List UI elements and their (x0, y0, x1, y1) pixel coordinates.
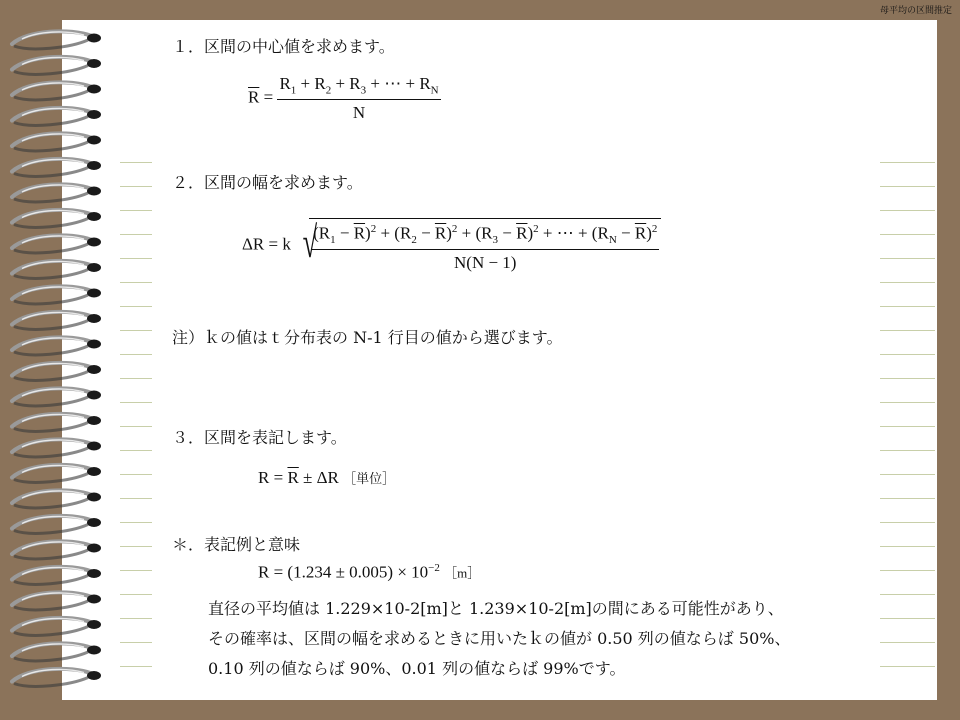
equals-sign: = (263, 87, 278, 107)
spiral-ring (12, 669, 101, 687)
width-formula (242, 218, 661, 273)
section3-heading: ３．区間を表記します。 (172, 428, 347, 447)
spiral-ring (12, 337, 101, 355)
rule-line (880, 162, 935, 163)
rule-line (120, 330, 152, 331)
rule-line (120, 402, 152, 403)
rule-line (120, 186, 152, 187)
rule-line (880, 210, 935, 211)
notebook-page (62, 20, 937, 700)
rule-line (120, 282, 152, 283)
spiral-ring (12, 567, 101, 585)
spiral-ring (12, 31, 101, 49)
spiral-binding (0, 0, 110, 720)
rule-line (880, 570, 935, 571)
rule-line (120, 378, 152, 379)
rule-line (880, 450, 935, 451)
rule-line (120, 666, 152, 667)
mean-denominator: N (352, 103, 366, 123)
rule-line (120, 522, 152, 523)
rule-line (880, 498, 935, 499)
width-denominator: N(N − 1) (454, 253, 517, 273)
spiral-ring (12, 465, 101, 483)
rule-line (880, 186, 935, 187)
rule-line (120, 162, 152, 163)
sqrt-radical (302, 218, 661, 273)
spiral-ring (12, 516, 101, 534)
width-fraction (311, 223, 659, 273)
spiral-ring (12, 414, 101, 432)
rule-line (880, 642, 935, 643)
rule-line (120, 258, 152, 259)
spiral-ring (12, 82, 101, 100)
example-line2: その確率は、区間の幅を求めるときに用いたｋの値が 0.50 列の値ならば 50%、 (208, 629, 791, 648)
rule-line (880, 330, 935, 331)
rule-line (880, 306, 935, 307)
rule-line (880, 618, 935, 619)
mean-fraction (277, 74, 440, 123)
spiral-ring (12, 184, 101, 202)
rule-line (120, 210, 152, 211)
spiral-ring (12, 592, 101, 610)
interval-formula: $R = \overline{R} \pm \Delta R$ ［単位］ (258, 468, 396, 487)
sqrt-sign: √ (302, 218, 318, 267)
spiral-ring (12, 618, 101, 636)
example-heading: ＊．表記例と意味 (172, 535, 301, 554)
rule-line (120, 594, 152, 595)
spiral-ring (12, 261, 101, 279)
rule-line (120, 450, 152, 451)
spiral-ring (12, 541, 101, 559)
rule-line (880, 426, 935, 427)
rule-line (880, 378, 935, 379)
section1-heading: １．区間の中心値を求めます。 (172, 37, 395, 56)
width-numerator: $(R_1 - \overline{R})^2 + (R_2 - \overline{R})^2 + (R_3 - \overline{R})^2$ + ⋯ + $(R_N - \overline{R})^2$ (311, 223, 659, 250)
unit-label: ［単位］ (343, 471, 396, 486)
mean-formula (248, 74, 441, 123)
spiral-ring (12, 159, 101, 177)
mean-numerator: $R_1 + R_2 + R_3$ + ⋯ + $R_N$ (277, 74, 440, 100)
rule-line (880, 402, 935, 403)
rule-line (880, 354, 935, 355)
rule-line (880, 258, 935, 259)
rule-line (120, 498, 152, 499)
spiral-ring (12, 57, 101, 75)
rule-line (120, 618, 152, 619)
width-lhs: ΔR = k (242, 234, 291, 254)
rule-line (120, 474, 152, 475)
rule-line (120, 354, 152, 355)
rule-line (880, 234, 935, 235)
spiral-ring (12, 388, 101, 406)
rule-line (120, 642, 152, 643)
note-text: 注）ｋの値はｔ分布表の N-1 行目の値から選びます。 (172, 328, 563, 347)
rule-line (880, 594, 935, 595)
rule-line (120, 306, 152, 307)
rule-line (880, 474, 935, 475)
spiral-ring (12, 133, 101, 151)
spiral-ring (12, 210, 101, 228)
spiral-ring (12, 490, 101, 508)
rule-line (880, 666, 935, 667)
rule-line (880, 522, 935, 523)
rule-line (120, 426, 152, 427)
spiral-ring (12, 643, 101, 661)
example-formula: $R = (1.234 \pm 0.005) \times 10^{-2}$ ［m］ (258, 562, 481, 582)
spiral-ring (12, 286, 101, 304)
rule-line (880, 546, 935, 547)
spiral-ring (12, 312, 101, 330)
spiral-ring (12, 439, 101, 457)
spiral-ring (12, 363, 101, 381)
example-line3: 0.10 列の値ならば 90%、0.01 列の値ならば 99%です。 (208, 659, 626, 678)
section2-heading: ２．区間の幅を求めます。 (172, 173, 363, 192)
spiral-ring (12, 235, 101, 253)
slide-title: 母平均の区間推定 (879, 6, 952, 16)
rule-line (120, 546, 152, 547)
spiral-ring (12, 108, 101, 126)
rule-line (880, 282, 935, 283)
mean-lhs: $\overline{R}$ (248, 87, 260, 107)
rule-line (120, 234, 152, 235)
rule-line (120, 570, 152, 571)
example-line1: 直径の平均値は 1.229×10-2[m]と 1.239×10-2[m]の間にある可能性があり、 (208, 599, 784, 618)
